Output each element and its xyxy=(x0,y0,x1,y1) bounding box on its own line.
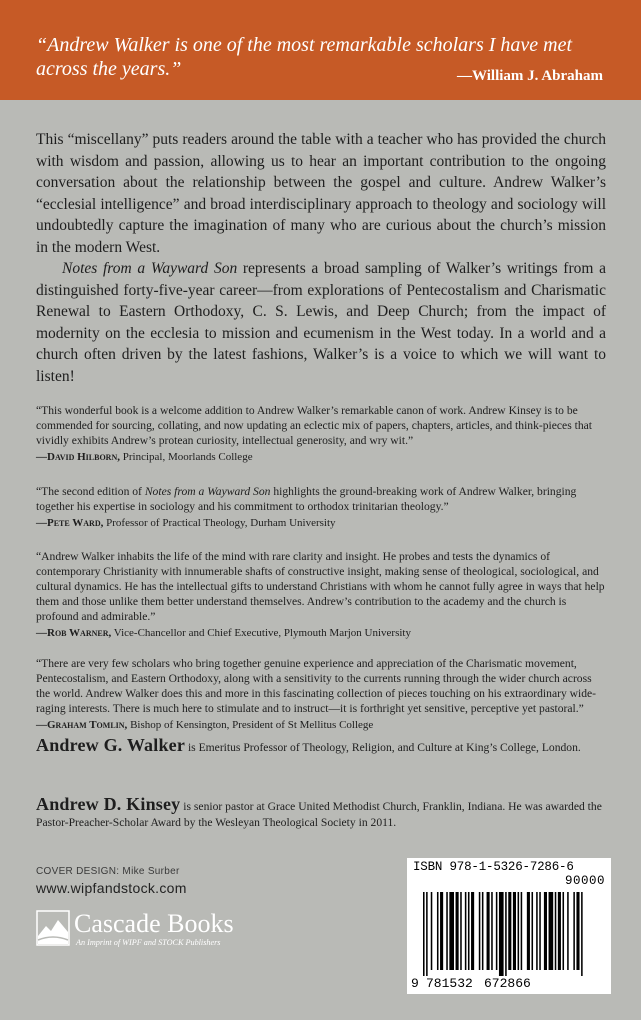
description-paragraph-2: Notes from a Wayward Son represents a broad sampling of Walker’s writings from a distinguished forty-five-year career—from explorations of Pentecostalism and Charismatic Renewal to Eastern Orthodoxy, C. S. Lewis, and Deep Church; from the impact of modernity on the ecclesia to mission and ecumenism in the West today. In a world and a church often driven by the latest fashions, Walker’s is a voice to which we will want to listen! xyxy=(36,260,606,385)
editor-bio xyxy=(36,796,616,831)
cover-design-credit: COVER DESIGN: Mike Surber xyxy=(36,866,180,877)
author-name: Andrew G. Walker xyxy=(36,735,186,755)
book-description xyxy=(36,129,606,387)
endorsement-quote: “There are very few scholars who bring together genuine experience and appreciation of the Charismatic movement, Pentecostalism, and Eastern Orthodoxy, along with a sensitivity to the currents running through the wider church across the world. Andrew Walker does this and more in this fascinating collection of pieces touching on his extraordinary wide-raging interests. There is much here to stimulate and to instruct—it is forthright yet sensitive, perceptive yet pastoral.” xyxy=(36,657,597,715)
barcode-bar xyxy=(460,892,462,970)
mountain-icon xyxy=(36,910,70,946)
author-bio-text: is Emeritus Professor of Theology, Religion, and Culture at King’s College, London. xyxy=(185,741,581,754)
description-paragraph-1: This “miscellany” puts readers around the table with a teacher who has provided the church with wisdom and passion, allowing us to hear an important contribution to the ongoing conversation about the relationship between the gospel and culture. Andrew Walker’s “ecclesial intelligence” and broad interdisciplinary approach to theology and sociology will undoubtedly capture the imagination of many who are curious about the church’s mission in the modern West. xyxy=(36,131,606,256)
editor-name: Andrew D. Kinsey xyxy=(36,794,181,814)
barcode-digits-left: 781532 xyxy=(426,976,473,991)
barcode-bar xyxy=(521,892,523,970)
barcode-bar xyxy=(581,892,583,976)
barcode-bar xyxy=(496,892,498,970)
barcode-bar xyxy=(576,892,579,970)
barcode-bar xyxy=(449,892,454,970)
barcode-bar xyxy=(539,892,541,970)
author-bio xyxy=(36,737,616,756)
editor-bio-text: is senior pastor at Grace United Methodist Church, Franklin, Indiana. He was awarded the Pastor-Preacher-Scholar Award by the Wesleyan Theological Society in 2011. xyxy=(36,800,602,829)
barcode-bar xyxy=(527,892,530,970)
barcode-bar xyxy=(573,892,575,970)
barcode-bar xyxy=(513,892,516,970)
quote-banner xyxy=(0,0,641,100)
barcode-bar xyxy=(456,892,459,970)
barcode-panel xyxy=(407,858,611,994)
barcode-bar xyxy=(465,892,467,970)
publisher-name: Cascade Books xyxy=(74,909,234,938)
barcode-bar xyxy=(558,892,561,970)
publisher-tagline: An Imprint of WIPF and STOCK Publishers xyxy=(76,938,221,947)
isbn-number: ISBN 978-1-5326-7286-6 xyxy=(413,860,574,874)
banner-attribution: —William J. Abraham xyxy=(457,68,603,84)
barcode-digit-lead: 9 xyxy=(411,976,419,991)
barcode-bar xyxy=(491,892,493,970)
endorsement-attribution: —David Hilborn, Principal, Moorlands College xyxy=(36,451,253,463)
endorsement-attribution: —Graham Tomlin, Bishop of Kensington, President of St Mellitus College xyxy=(36,719,374,731)
barcode-bar xyxy=(471,892,474,970)
barcode-bar xyxy=(555,892,557,970)
book-title: Notes from a Wayward Son xyxy=(62,260,238,277)
endorsement xyxy=(36,656,606,733)
barcode-bar xyxy=(426,892,428,976)
barcode-bar xyxy=(437,892,439,970)
barcode-bar xyxy=(567,892,569,970)
endorsement-attribution: —Rob Warner, Vice-Chancellor and Chief Executive, Plymouth Marjon University xyxy=(36,627,411,639)
barcode-bar xyxy=(505,892,507,976)
barcode-bar xyxy=(440,892,443,970)
endorsement xyxy=(36,484,606,531)
barcode-bar xyxy=(544,892,547,970)
barcode-bar xyxy=(532,892,534,970)
barcode-bar xyxy=(446,892,448,970)
endorsement-quote: “Andrew Walker inhabits the life of the mind with rare clarity and insight. He probes and tests the dynamics of contemporary Christianity with innumerable shafts of constructive insight, making sense of theological, sociological, and cultural dynamics. He has the intellectual gifts to understand Christians with whom he cannot fully agree in ways that help them and those unlike them better understand themselves. Andrew’s contribution to the academy and the church is profound and admirable.” xyxy=(36,550,605,623)
barcode-bar xyxy=(479,892,481,970)
barcode-bar xyxy=(518,892,520,970)
endorsement-quote: “The second edition of Notes from a Wayward Son highlights the ground-breaking work of Andrew Walker, bringing together his expertise in sociology and his commitment to orthodox trinitarian theology.” xyxy=(36,485,577,513)
barcode-bar xyxy=(508,892,511,970)
endorsement-quote: “This wonderful book is a welcome addition to Andrew Walker’s remarkable canon of work. Andrew Kinsey is to be commended for sourcing, collating, and now updating an eclectic mix of papers, chapters, articles, and think-pieces that vividly exhibits Andrew’s protean curiosity, intellectual generosity, and wry wit.” xyxy=(36,404,592,447)
endorsement xyxy=(36,549,606,641)
endorsement xyxy=(36,403,606,465)
publisher-logo xyxy=(36,910,268,950)
barcode-bar xyxy=(482,892,484,970)
barcode-bar xyxy=(536,892,538,970)
barcode-bar xyxy=(563,892,565,970)
barcode-bar xyxy=(468,892,470,970)
barcode-icon xyxy=(407,888,611,992)
publisher-website: www.wipfandstock.com xyxy=(36,880,187,896)
barcode-bar xyxy=(423,892,425,976)
endorsement-attribution: —Pete Ward, Professor of Practical Theology, Durham University xyxy=(36,517,336,529)
barcode-bar xyxy=(431,892,433,970)
barcode-digits-right: 672866 xyxy=(484,976,531,991)
barcode-bar xyxy=(499,892,504,976)
banner-quote: “Andrew Walker is one of the most remarkable scholars I have met across the years.” xyxy=(36,34,573,80)
barcode-bar xyxy=(549,892,554,970)
barcode-bar xyxy=(487,892,490,970)
price-code: 90000 xyxy=(564,874,605,888)
